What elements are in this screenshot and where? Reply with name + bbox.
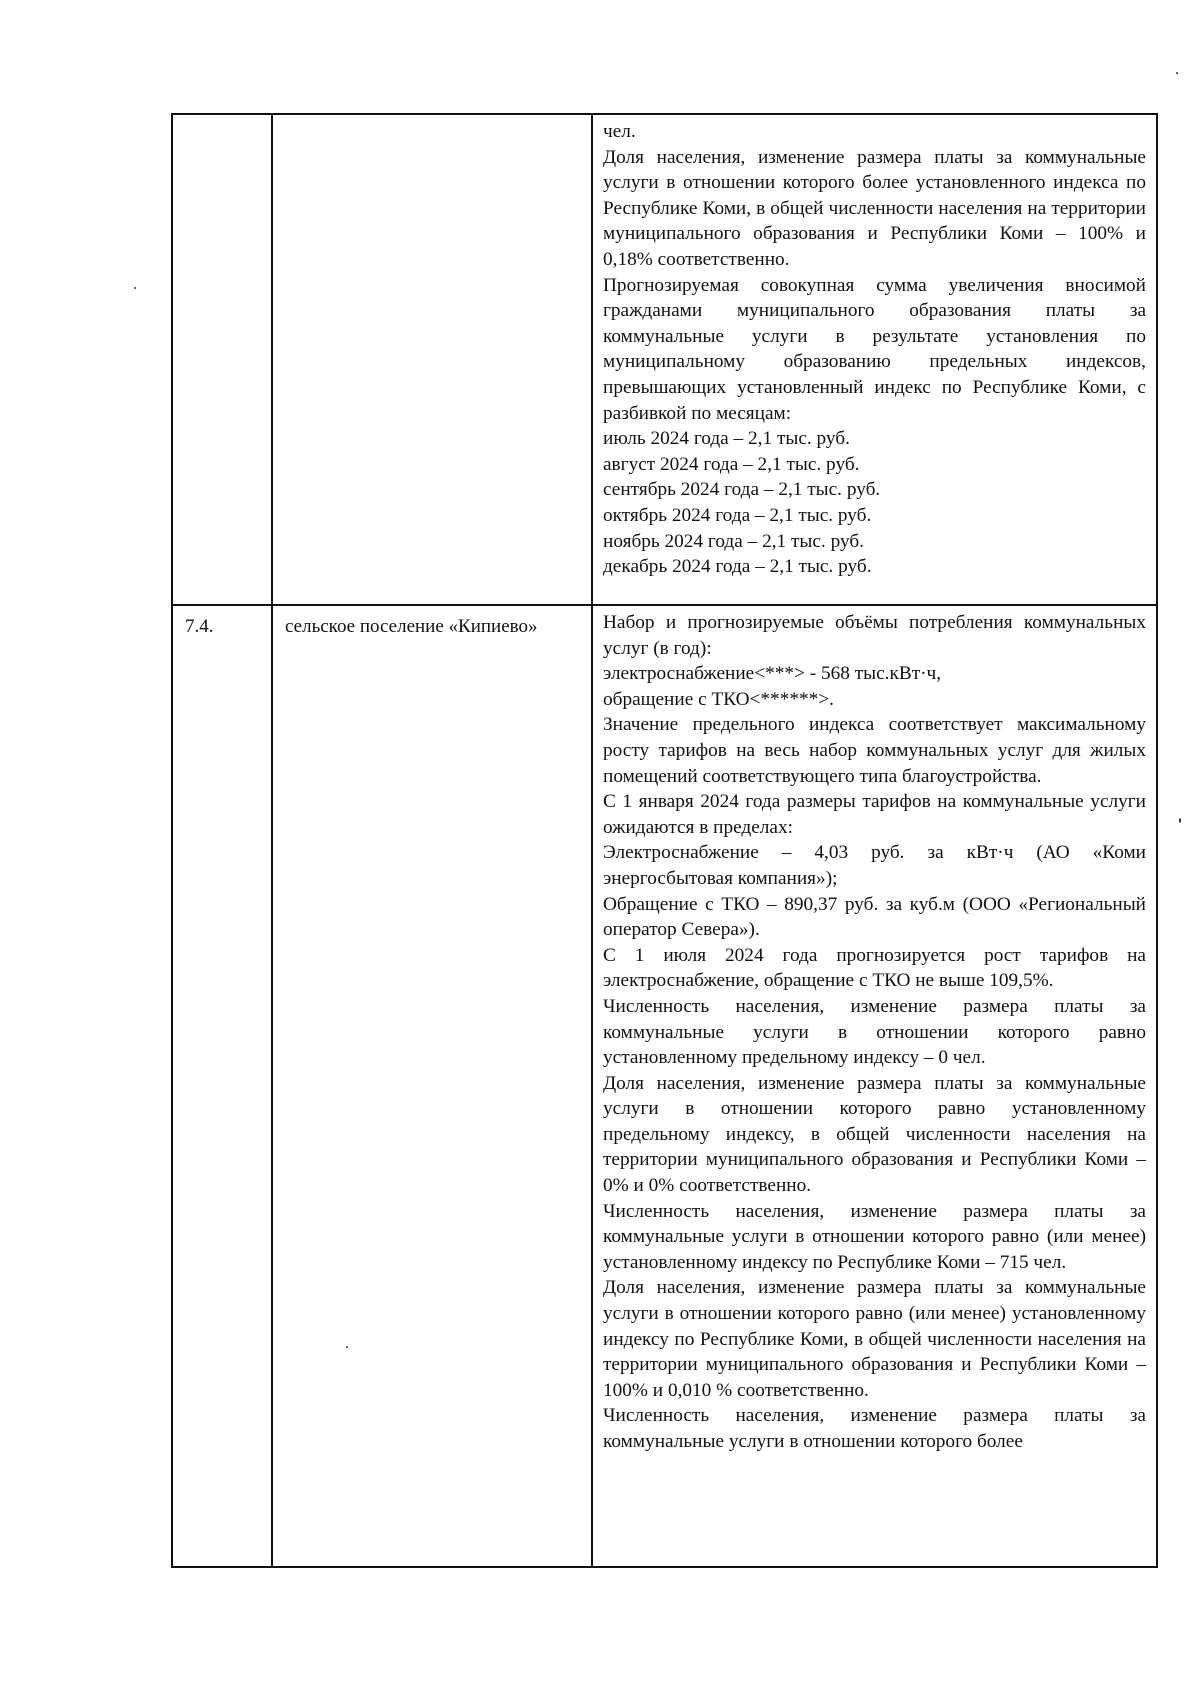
scan-speck bbox=[134, 287, 136, 289]
paragraph: чел. bbox=[603, 121, 636, 142]
row-number: 7.4. bbox=[172, 605, 272, 1567]
table-row bbox=[172, 605, 1157, 1567]
description-cell bbox=[592, 114, 1157, 605]
scan-speck bbox=[346, 1346, 348, 1348]
paragraph: Прогнозируемая совокупная сумма увеличения вносимой гражданами муниципального образования платы за коммунальные услуги в результате установления по муниципальному образованию предельных индексов, превышающих установленный индекс по Республике Коми, с разбивкой по месяцам: bbox=[603, 274, 1146, 424]
paragraph: обращение с ТКО<******>. bbox=[603, 688, 834, 710]
month-line: сентябрь 2024 года – 2,1 тыс. руб. bbox=[603, 479, 881, 501]
paragraph: Доля населения, изменение размера платы за коммунальные услуги в отношении которого равно (или менее) установленному индексу по Республике Коми, в общей численности населения на территории муниципального образования и Республики Коми – 100% и 0,010 % соответственно. bbox=[603, 1277, 1146, 1401]
month-line: октябрь 2024 года – 2,1 тыс. руб. bbox=[603, 504, 872, 526]
paragraph: Численность населения, изменение размера платы за коммунальные услуги в отношении которого более bbox=[603, 1405, 1146, 1452]
description-cell bbox=[592, 605, 1157, 1567]
table-row bbox=[172, 114, 1157, 605]
paragraph: Численность населения, изменение размера платы за коммунальные услуги в отношении которого равно установленному предельному индексу – 0 чел. bbox=[603, 995, 1146, 1069]
municipality-name: сельское поселение «Кипиево» bbox=[272, 605, 592, 1567]
paragraph: Численность населения, изменение размера платы за коммунальные услуги в отношении которого равно (или менее) установленному индексу по Республике Коми – 715 чел. bbox=[603, 1200, 1146, 1273]
paragraph: Доля населения, изменение размера платы за коммунальные услуги в отношении которого более установленного индекса по Республике Коми, в общей численности населения на территории муниципального образования и Республики Коми – 100% и 0,18% соответственно. bbox=[603, 146, 1146, 270]
month-line: декабрь 2024 года – 2,1 тыс. руб. bbox=[603, 556, 872, 578]
row-number bbox=[172, 114, 272, 605]
scan-speck bbox=[1176, 72, 1178, 74]
municipality-name bbox=[272, 114, 592, 605]
month-line: август 2024 года – 2,1 тыс. руб. bbox=[603, 453, 860, 475]
paragraph: С 1 января 2024 года размеры тарифов на коммунальные услуги ожидаются в пределах: bbox=[603, 791, 1146, 838]
paragraph: Доля населения, изменение размера платы за коммунальные услуги в отношении которого равно установленному предельному индексу, в общей численности населения на территории муниципального образования и Республики Коми – 0% и 0% соответственно. bbox=[603, 1072, 1146, 1197]
paragraph: Значение предельного индекса соответствует максимальному росту тарифов на весь набор коммунальных услуг для жилых помещений соответствующего типа благоустройства. bbox=[603, 714, 1146, 787]
scan-speck bbox=[1179, 818, 1181, 823]
document-table bbox=[171, 113, 1158, 1568]
paragraph: Электроснабжение – 4,03 руб. за кВт·ч (АО «Коми энергосбытовая компания»); bbox=[603, 842, 1146, 889]
paragraph: электроснабжение<***> - 568 тыс.кВт·ч, bbox=[603, 663, 942, 685]
paragraph: Обращение с ТКО – 890,37 руб. за куб.м (ООО «Региональный оператор Севера»). bbox=[603, 893, 1146, 941]
paragraph: Набор и прогнозируемые объёмы потребления коммунальных услуг (в год): bbox=[603, 612, 1146, 659]
paragraph: С 1 июля 2024 года прогнозируется рост тарифов на электроснабжение, обращение с ТКО не выше 109,5%. bbox=[603, 944, 1146, 992]
month-line: ноябрь 2024 года – 2,1 тыс. руб. bbox=[603, 530, 864, 552]
month-line: июль 2024 года – 2,1 тыс. руб. bbox=[603, 428, 850, 450]
